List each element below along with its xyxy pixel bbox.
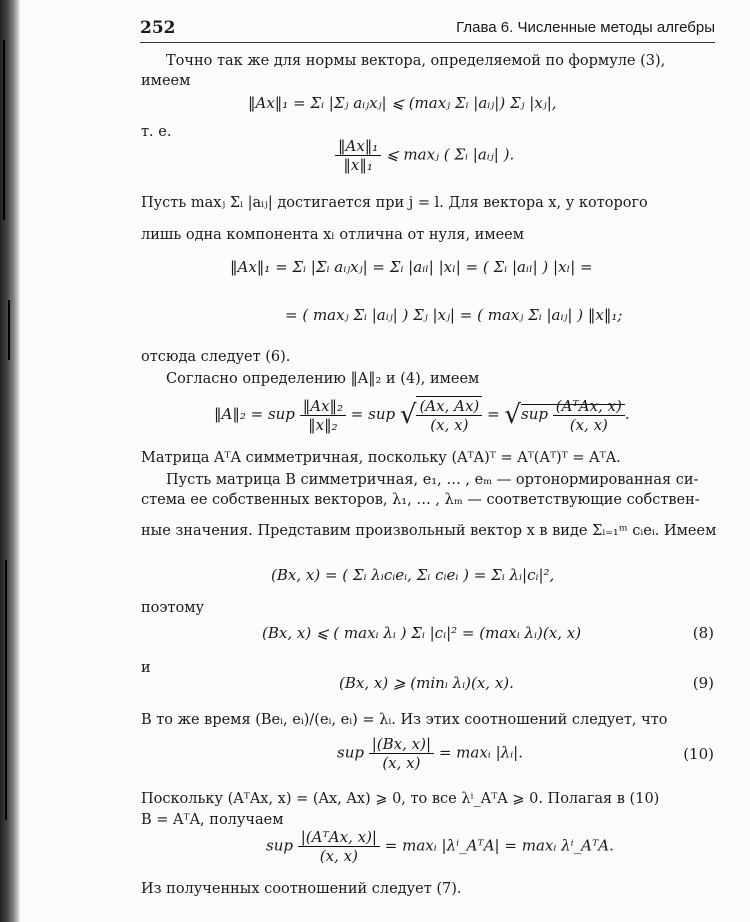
paragraph-line: имеем (141, 73, 191, 89)
paragraph-line: ные значения. Представим произвольный вектор x в виде Σᵢ₌₁ᵐ cᵢeᵢ. Имеем (141, 523, 717, 539)
denominator: (x, x) (430, 416, 469, 434)
denominator: (x, x) (382, 754, 421, 772)
denominator: (x, x) (319, 847, 358, 865)
equation-text: ‖A‖₂ = sup (214, 405, 295, 423)
numerator: ‖Ax‖₁ (335, 137, 381, 156)
denominator: ‖x‖₁ (343, 156, 373, 174)
equation-number: (8) (692, 624, 714, 642)
fraction (553, 397, 625, 434)
equation-number: (9) (692, 674, 714, 692)
equation-10 (337, 735, 523, 772)
denominator: (x, x) (569, 415, 608, 434)
paragraph-line: лишь одна компонента xₗ отлична от нуля, имеем (141, 227, 525, 243)
fraction (369, 735, 434, 772)
denominator: ‖x‖₂ (308, 415, 338, 434)
paragraph-line: Согласно определению ‖A‖₂ и (4), имеем (166, 371, 480, 387)
equation-5: ‖A‖₂ = sup $\frac{\text{‖Ax‖₂}}{\text{‖x‖₂}}$ = sup √ $\frac{(Ax, Ax)}{(x, x)}$ = √sup $\frac{\text{(AᵀAx, x)}}{(x, x)}$ . (214, 396, 630, 434)
paragraph-line: Поскольку (AᵀAx, x) = (Ax, Ax) ⩾ 0, то все λⁱ_AᵀA ⩾ 0. Полагая в (10) (141, 791, 660, 807)
scan-binding-shadow (0, 0, 20, 922)
numerator: (AᵀAx, x) (553, 397, 625, 416)
sup-operator: sup (266, 836, 293, 855)
equation-8: (Bx, x) ⩽ ( maxᵢ λᵢ ) Σᵢ |cᵢ|² = (maxᵢ λᵢ)(x, x) (262, 624, 582, 642)
equation-4: = ( maxⱼ Σᵢ |aᵢⱼ| ) Σⱼ |xⱼ| = ( maxⱼ Σᵢ |aᵢⱼ| ) ‖x‖₁; (285, 306, 623, 324)
equation-11 (266, 828, 614, 865)
paragraph-line: Пусть maxⱼ Σᵢ |aᵢⱼ| достигается при j = l. Для вектора x, у которого (141, 195, 648, 211)
chapter-title: Глава 6. Численные методы алгебры (456, 19, 715, 36)
numerator: ‖Ax‖₂ (300, 397, 346, 416)
equation-6: (Bx, x) = ( Σᵢ λᵢcᵢeᵢ, Σᵢ cᵢeᵢ ) = Σᵢ λᵢ|cᵢ|², (271, 566, 555, 584)
fraction (335, 137, 381, 174)
equation-3: ‖Ax‖₁ = Σᵢ |Σᵢ aᵢⱼxⱼ| = Σᵢ |aᵢₗ| |xₗ| = ( Σᵢ |aᵢₗ| ) |xₗ| = (230, 258, 593, 276)
equation-text: = sup (350, 405, 396, 423)
equation-text: ⩽ maxⱼ ( Σᵢ |aᵢⱼ| ). (386, 145, 515, 164)
radical-sign: √ (399, 400, 417, 430)
equation-text: = (487, 405, 500, 423)
paragraph-line: поэтому (141, 600, 205, 616)
numerator: (Ax, Ax) (416, 397, 482, 416)
equation-number: (10) (683, 745, 714, 763)
numerator: |(Bx, x)| (369, 735, 434, 754)
equation-2 (335, 137, 514, 174)
paragraph-line: Точно так же для нормы вектора, определяемой по формуле (3), (166, 53, 666, 69)
page-number: 252 (140, 18, 176, 38)
equation-1: ‖Ax‖₁ = Σᵢ |Σⱼ aᵢⱼxⱼ| ⩽ (maxⱼ Σᵢ |aᵢⱼ|) Σⱼ |xⱼ|, (248, 94, 557, 112)
equation-text: = maxᵢ |λᵢ|. (438, 743, 523, 762)
numerator: |(AᵀAx, x)| (298, 828, 380, 847)
radicand (521, 396, 625, 434)
sup-operator: sup (521, 405, 548, 423)
paragraph-line: стема ее собственных векторов, λ₁, … , λₘ — соответствующие собствен- (141, 492, 700, 508)
paragraph-line: и (141, 660, 151, 676)
fraction (300, 397, 346, 434)
paragraph-line: т. е. (141, 124, 172, 140)
radical-sign: √ (504, 400, 521, 430)
fraction (416, 396, 482, 434)
equation-text: = maxᵢ |λⁱ_AᵀA| = maxᵢ λⁱ_AᵀA. (384, 836, 614, 855)
paragraph-line: Пусть матрица B симметричная, e₁, … , eₘ — ортонормированная си- (166, 472, 699, 488)
paragraph-line: Матрица AᵀA симметричная, поскольку (AᵀA)ᵀ = Aᵀ(Aᵀ)ᵀ = AᵀA. (141, 450, 621, 466)
paragraph-line: отсюда следует (6). (141, 349, 291, 365)
paragraph-line: Из полученных соотношений следует (7). (141, 881, 462, 897)
fraction (298, 828, 380, 865)
paragraph-line: В то же время (Beᵢ, eᵢ)/(eᵢ, eᵢ) = λᵢ. Из этих соотношений следует, что (141, 712, 668, 728)
running-header (140, 16, 715, 43)
sup-operator: sup (337, 743, 364, 762)
equation-9: (Bx, x) ⩾ (minᵢ λᵢ)(x, x). (339, 674, 514, 692)
paragraph-line: B = AᵀA, получаем (141, 812, 284, 828)
